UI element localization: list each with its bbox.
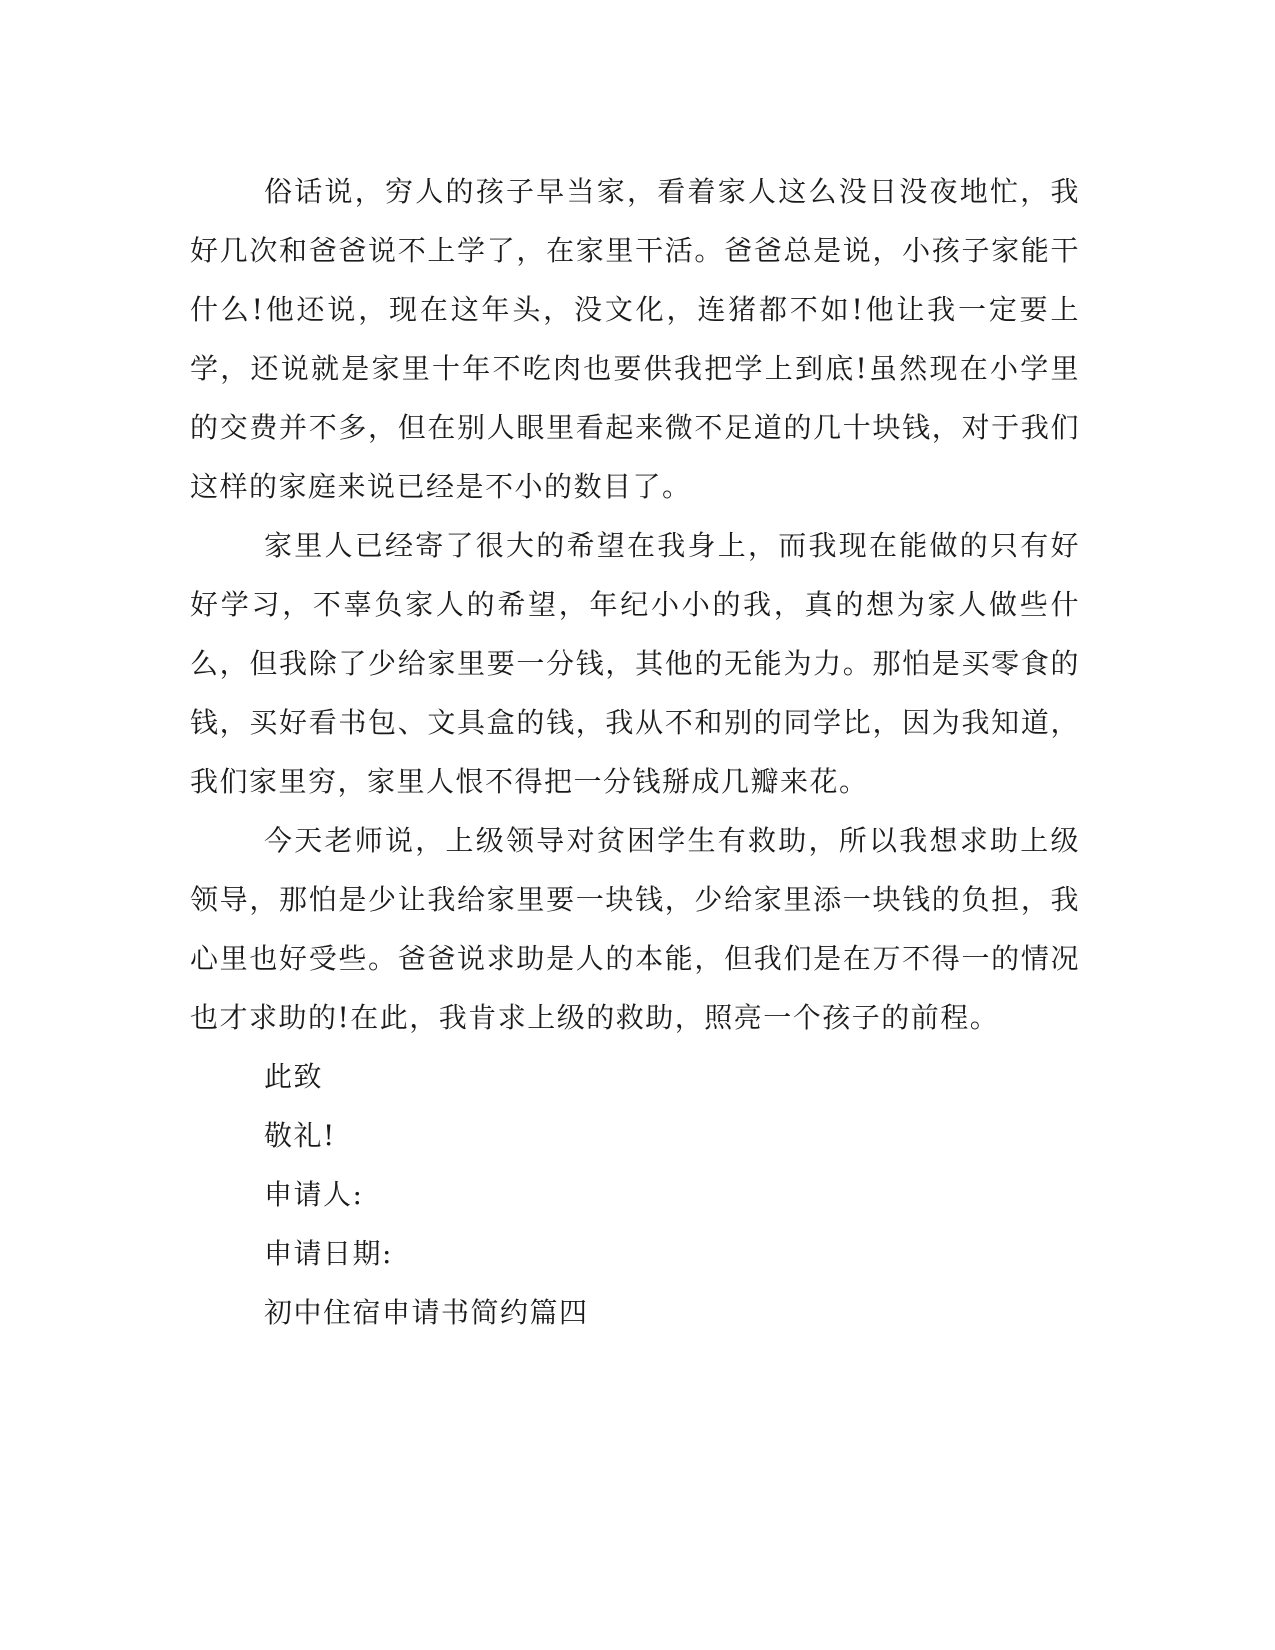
paragraph-2: 家里人已经寄了很大的希望在我身上，而我现在能做的只有好好学习，不辜负家人的希望，年纪小小的我，真的想为家人做些什么，但我除了少给家里要一分钱，其他的无能为力。那怕是买零食的钱，买好看书包、文具盒的钱，我从不和别的同学比，因为我知道，我们家里穷，家里人恨不得把一分钱掰成几瓣来花。 bbox=[190, 529, 1080, 798]
paragraph-1: 俗话说，穷人的孩子早当家，看着家人这么没日没夜地忙，我好几次和爸爸说不上学了，在家里干活。爸爸总是说，小孩子家能干什么!他还说，现在这年头，没文化，连猪都不如!他让我一定要上学，还说就是家里十年不吃肉也要供我把学上到底!虽然现在小学里的交费并不多，但在别人眼里看起来微不足道的几十块钱，对于我们这样的家庭来说已经是不小的数目了。 bbox=[190, 175, 1080, 503]
paragraph-3: 今天老师说，上级领导对贫困学生有救助，所以我想求助上级领导，那怕是少让我给家里要一块钱，少给家里添一块钱的负担，我心里也好受些。爸爸说求助是人的本能，但我们是在万不得一的情况也才求助的!在此，我肯求上级的救助，照亮一个孩子的前程。 bbox=[190, 824, 1080, 1034]
date-label: 申请日期: bbox=[264, 1237, 393, 1270]
salutation: 此致 bbox=[264, 1060, 324, 1093]
applicant-label: 申请人: bbox=[264, 1178, 364, 1211]
next-section-heading: 初中住宿申请书简约篇四 bbox=[264, 1296, 589, 1329]
regards: 敬礼! bbox=[264, 1119, 336, 1152]
document-body bbox=[190, 162, 1080, 1342]
